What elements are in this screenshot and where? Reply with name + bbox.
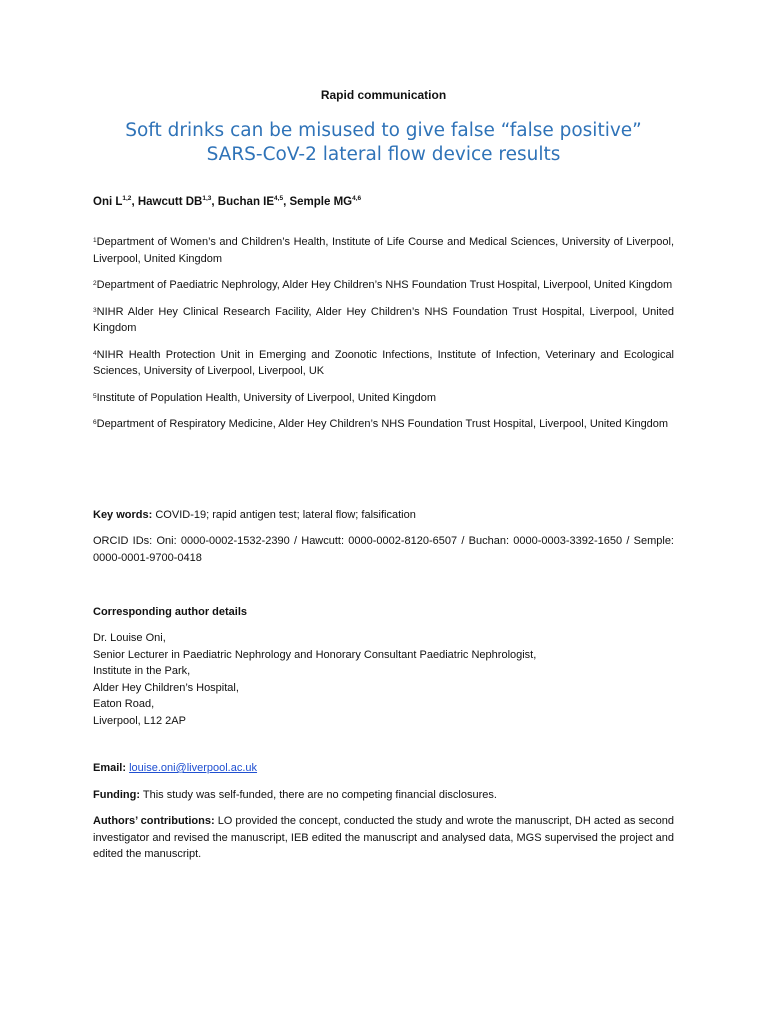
title-line-1: Soft drinks can be misused to give false “false positive” bbox=[125, 120, 642, 141]
contributions-label: Authors’ contributions: bbox=[93, 815, 215, 827]
affiliation-list bbox=[93, 234, 674, 443]
affiliation: $^2$Department of Paediatric Nephrology, Alder Hey Children’s NHS Foundation Trust Hospital, Liverpool, United Kingdom bbox=[93, 279, 673, 291]
corresponding-heading: Corresponding author details bbox=[93, 606, 248, 618]
contributions-row bbox=[93, 813, 674, 863]
funding-text: This study was self-funded, there are no competing financial disclosures. bbox=[140, 789, 497, 801]
keywords-text: COVID-19; rapid antigen test; lateral flow; falsification bbox=[152, 509, 416, 521]
address-line: Institute in the Park, bbox=[93, 665, 191, 677]
author: Semple MG$^{4,6}$ bbox=[289, 195, 362, 208]
title-line-2: SARS-CoV-2 lateral flow device results bbox=[206, 144, 561, 165]
author: Buchan IE$^{4,5}$, bbox=[217, 195, 290, 208]
address-line: Eaton Road, bbox=[93, 698, 155, 710]
address-line: Senior Lecturer in Paediatric Nephrology and Honorary Consultant Paediatric Nephrologist, bbox=[93, 648, 537, 661]
article-title bbox=[83, 119, 684, 167]
email-label: Email: bbox=[93, 762, 127, 774]
author: Hawcutt DB$^{1,3}$, bbox=[137, 195, 218, 208]
article-type-label: Rapid communication bbox=[320, 88, 447, 102]
author-list bbox=[93, 196, 361, 208]
email-row bbox=[93, 760, 674, 777]
affiliation: $^3$NIHR Alder Hey Clinical Research Facility, Alder Hey Children’s NHS Foundation Trust Hospital, Liverpool, United Kingdom bbox=[93, 305, 674, 334]
keywords-label: Key words: bbox=[93, 509, 153, 521]
funding-row bbox=[93, 787, 674, 804]
corresponding-address bbox=[93, 630, 674, 729]
keywords bbox=[93, 507, 674, 524]
affiliation: $^6$Department of Respiratory Medicine, Alder Hey Children’s NHS Foundation Trust Hospital, Liverpool, United Kingdom bbox=[93, 418, 669, 430]
affiliation: $^5$Institute of Population Health, University of Liverpool, United Kingdom bbox=[93, 391, 436, 404]
orcid-ids: ORCID IDs: Oni: 0000-0002-1532-2390 / Hawcutt: 0000-0002-8120-6507 / Buchan: 0000-0003-3392-1650 / Semple: 0000-0001-9700-0418 bbox=[93, 535, 674, 564]
address-line: Liverpool, L12 2AP bbox=[93, 714, 186, 727]
funding-label: Funding: bbox=[93, 789, 141, 801]
affiliation: $^4$NIHR Health Protection Unit in Emerging and Zoonotic Infections, Institute of Infection, Veterinary and Ecological Sciences, University of Liverpool, Liverpool, UK bbox=[93, 348, 674, 377]
address-line: Alder Hey Children’s Hospital, bbox=[93, 681, 239, 694]
address-line: Dr. Louise Oni, bbox=[93, 632, 166, 644]
author: Oni L$^{1,2}$, bbox=[93, 195, 138, 208]
affiliation: $^1$Department of Women’s and Children’s Health, Institute of Life Course and Medical Sciences, University of Liverpool, Liverpool, United Kingdom bbox=[93, 236, 674, 265]
email-link[interactable]: louise.oni@liverpool.ac.uk bbox=[129, 762, 258, 774]
contributions-text: LO provided the concept, conducted the study and wrote the manuscript, DH acted as second investigator and revised the manuscript, IEB edited the manuscript and analysed data, MGS supervised the project and edited the manuscript. bbox=[93, 815, 674, 860]
